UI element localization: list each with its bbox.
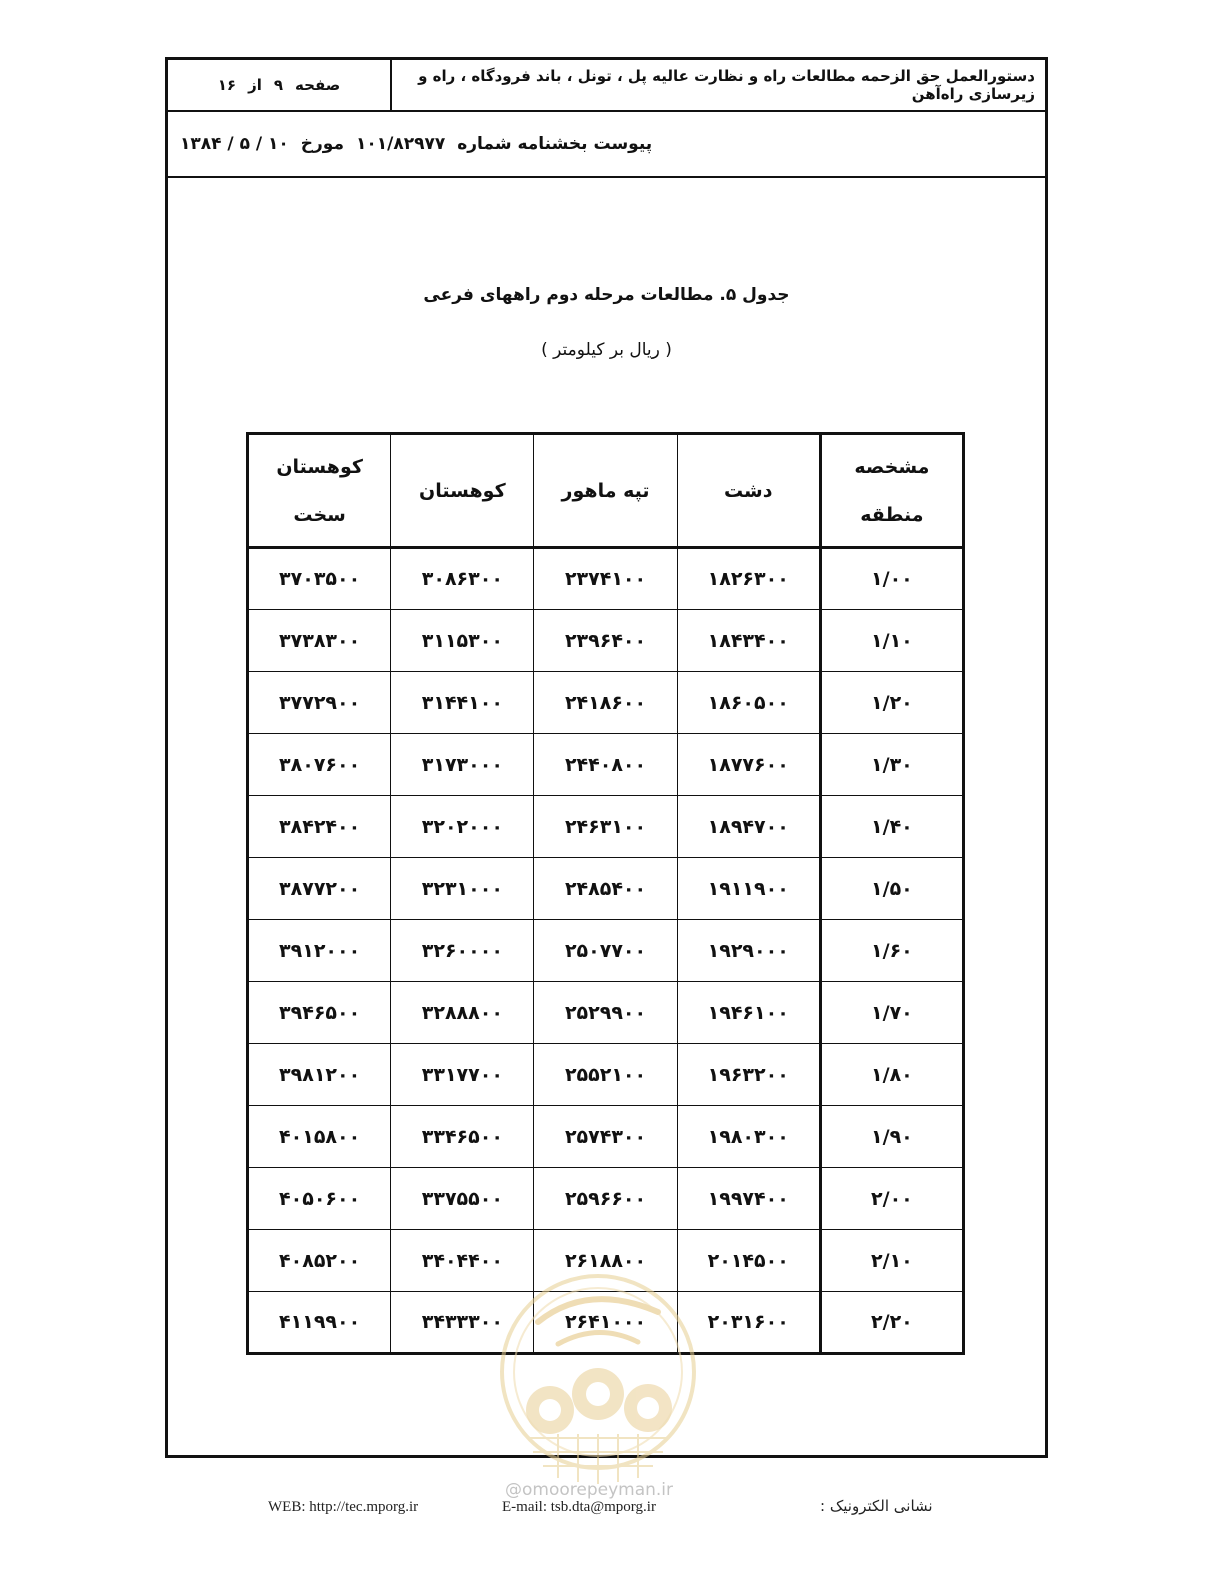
table-cell: ۴۰۸۵۲۰۰: [248, 1230, 391, 1292]
row-coefficient-cell: ۱/۰۰: [820, 548, 963, 610]
data-table: [246, 432, 965, 1355]
page-label: صفحه: [295, 76, 341, 94]
column-header: دشت: [677, 434, 820, 548]
table-cell: ۴۰۱۵۸۰۰: [248, 1106, 391, 1168]
footer-email: E-mail: tsb.dta@mporg.ir: [502, 1499, 656, 1515]
table-cell: ۳۲۰۲۰۰۰: [391, 796, 534, 858]
page-indicator: [168, 60, 390, 110]
table-cell: ۱۸۷۷۶۰۰: [677, 734, 820, 796]
table-cell: ۳۹۱۲۰۰۰: [248, 920, 391, 982]
row-coefficient-cell: ۲/۰۰: [820, 1168, 963, 1230]
table-cell: ۲۵۰۷۷۰۰: [534, 920, 677, 982]
row-coefficient-cell: ۲/۲۰: [820, 1292, 963, 1354]
row-coefficient-cell: ۲/۱۰: [820, 1230, 963, 1292]
page-of: از: [248, 76, 262, 94]
table-cell: ۲۰۱۴۵۰۰: [677, 1230, 820, 1292]
table-cell: ۳۳۱۷۷۰۰: [391, 1044, 534, 1106]
table-cell: ۱۸۴۳۴۰۰: [677, 610, 820, 672]
watermark-url: @omoorepeyman.ir: [505, 1480, 674, 1500]
table-row: [248, 548, 964, 610]
table-cell: ۳۸۰۷۶۰۰: [248, 734, 391, 796]
row-coefficient-cell: ۱/۱۰: [820, 610, 963, 672]
column-header: تپه ماهور: [534, 434, 677, 548]
table-cell: ۱۸۲۶۳۰۰: [677, 548, 820, 610]
table-cell: ۳۷۷۲۹۰۰: [248, 672, 391, 734]
table-cell: ۲۳۷۴۱۰۰: [534, 548, 677, 610]
table-cell: ۲۶۴۱۰۰۰: [534, 1292, 677, 1354]
table-row: [248, 796, 964, 858]
table-row: [248, 734, 964, 796]
table-cell: ۲۶۱۸۸۰۰: [534, 1230, 677, 1292]
column-header: کوهستان سخت: [248, 434, 391, 548]
document-title: دستورالعمل حق الزحمه مطالعات راه و نظارت عالیه پل ، تونل ، باند فرودگاه ، راه و زیرسازی راه‌آهن: [390, 60, 1045, 110]
table-row: [248, 672, 964, 734]
footer-web: WEB: http://tec.mporg.ir: [268, 1499, 419, 1515]
table-cell: ۱۹۱۱۹۰۰: [677, 858, 820, 920]
table-body: [248, 548, 964, 1354]
header-row: [168, 60, 1045, 112]
annex-text: پیوست بخشنامه شماره: [457, 134, 653, 154]
table-cell: ۳۷۳۸۳۰۰: [248, 610, 391, 672]
table-cell: ۲۴۶۳۱۰۰: [534, 796, 677, 858]
table-cell: ۳۷۰۳۵۰۰: [248, 548, 391, 610]
table-row: [248, 610, 964, 672]
row-coefficient-cell: ۱/۶۰: [820, 920, 963, 982]
table-cell: ۲۳۹۶۴۰۰: [534, 610, 677, 672]
table-unit: ( ریال بر کیلومتر ): [541, 340, 672, 360]
table-cell: ۱۹۲۹۰۰۰: [677, 920, 820, 982]
table-cell: ۲۴۸۵۴۰۰: [534, 858, 677, 920]
table-cell: ۲۵۵۲۱۰۰: [534, 1044, 677, 1106]
footer-label: نشانی الکترونیک :: [820, 1497, 933, 1515]
column-header: مشخصه منطقه: [820, 434, 963, 548]
annex-date-label: مورخ: [300, 134, 344, 154]
table-cell: ۳۳۴۶۵۰۰: [391, 1106, 534, 1168]
row-coefficient-cell: ۱/۳۰: [820, 734, 963, 796]
table-cell: ۳۲۸۸۸۰۰: [391, 982, 534, 1044]
table-cell: ۳۲۶۰۰۰۰: [391, 920, 534, 982]
table-cell: ۳۱۴۴۱۰۰: [391, 672, 534, 734]
table-cell: ۱۹۹۷۴۰۰: [677, 1168, 820, 1230]
table-cell: ۳۰۸۶۳۰۰: [391, 548, 534, 610]
table-cell: ۳۳۷۵۵۰۰: [391, 1168, 534, 1230]
table-title: جدول ۵. مطالعات مرحله دوم راههای فرعی: [423, 285, 790, 305]
annex-date: ۱۰ / ۵ / ۱۳۸۴: [180, 134, 289, 154]
row-coefficient-cell: ۱/۲۰: [820, 672, 963, 734]
table-cell: ۲۵۲۹۹۰۰: [534, 982, 677, 1044]
table-row: [248, 920, 964, 982]
table-cell: ۳۸۷۷۲۰۰: [248, 858, 391, 920]
table-cell: ۱۹۴۶۱۰۰: [677, 982, 820, 1044]
table-row: [248, 1106, 964, 1168]
annex-line: [168, 112, 1045, 178]
table-row: [248, 858, 964, 920]
row-coefficient-cell: ۱/۴۰: [820, 796, 963, 858]
row-coefficient-cell: ۱/۷۰: [820, 982, 963, 1044]
table-cell: ۴۱۱۹۹۰۰: [248, 1292, 391, 1354]
table-cell: ۳۱۷۳۰۰۰: [391, 734, 534, 796]
table-cell: ۲۵۹۶۶۰۰: [534, 1168, 677, 1230]
page-total: ۱۶: [217, 76, 237, 94]
row-coefficient-cell: ۱/۹۰: [820, 1106, 963, 1168]
table-cell: ۲۴۱۸۶۰۰: [534, 672, 677, 734]
table-cell: ۱۹۸۰۳۰۰: [677, 1106, 820, 1168]
page-number: ۹: [273, 76, 284, 94]
table-cell: ۳۹۸۱۲۰۰: [248, 1044, 391, 1106]
table-row: [248, 982, 964, 1044]
table-cell: ۳۴۳۳۳۰۰: [391, 1292, 534, 1354]
table-cell: ۳۱۱۵۳۰۰: [391, 610, 534, 672]
table-cell: ۳۲۳۱۰۰۰: [391, 858, 534, 920]
row-coefficient-cell: ۱/۵۰: [820, 858, 963, 920]
table-cell: ۱۸۹۴۷۰۰: [677, 796, 820, 858]
table-cell: ۲۵۷۴۳۰۰: [534, 1106, 677, 1168]
table-cell: ۱۹۶۳۲۰۰: [677, 1044, 820, 1106]
table-cell: ۳۴۰۴۴۰۰: [391, 1230, 534, 1292]
annex-number: ۱۰۱/۸۲۹۷۷: [356, 134, 446, 154]
table-cell: ۳۸۴۲۴۰۰: [248, 796, 391, 858]
table-cell: ۳۹۴۶۵۰۰: [248, 982, 391, 1044]
table-cell: ۴۰۵۰۶۰۰: [248, 1168, 391, 1230]
row-coefficient-cell: ۱/۸۰: [820, 1044, 963, 1106]
watermark-logo-icon: [498, 1262, 698, 1498]
column-header: کوهستان: [391, 434, 534, 548]
table-header-row: [248, 434, 964, 548]
table-row: [248, 1044, 964, 1106]
table-cell: ۲۴۴۰۸۰۰: [534, 734, 677, 796]
table-cell: ۲۰۳۱۶۰۰: [677, 1292, 820, 1354]
table-row: [248, 1168, 964, 1230]
table-cell: ۱۸۶۰۵۰۰: [677, 672, 820, 734]
